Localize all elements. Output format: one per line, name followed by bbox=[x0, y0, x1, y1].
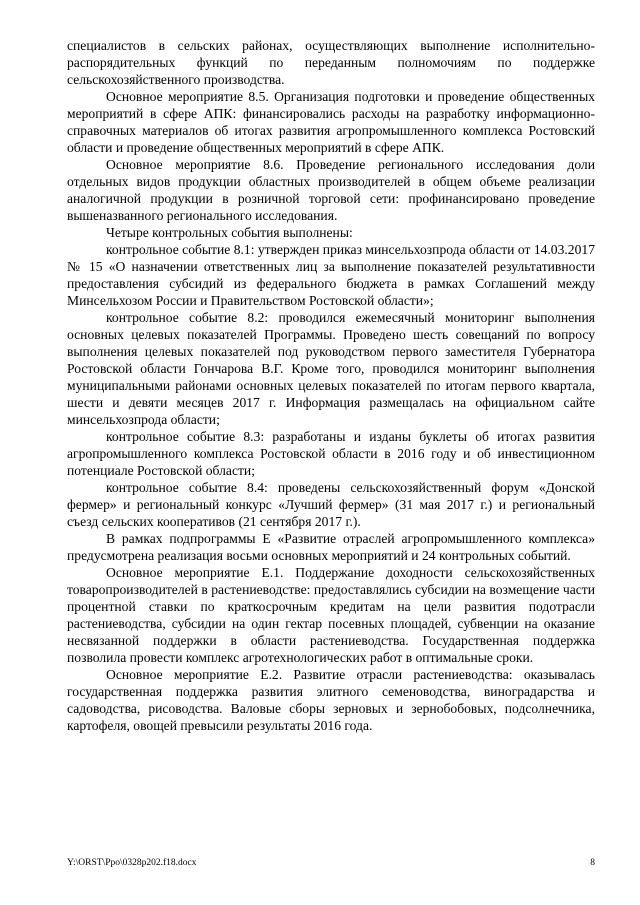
paragraph-measure-8-5: Основное мероприятие 8.5. Организация подготовки и проведение общественных мероприятий в сфере АПК: финансировались расходы на разработку информационно-справочных материалов об итогах развития агропромышленного комплекса Ростовский области и проведение общественных мероприятий в сфере АПК. bbox=[67, 89, 595, 155]
page-footer bbox=[67, 857, 595, 869]
document-body bbox=[67, 37, 595, 734]
paragraph-control-event-8-3: контрольное событие 8.3: разработаны и изданы буклеты об итогах развития агропромышленного комплекса Ростовской области в 2016 году и об инвестиционном потенциале Ростовской области; bbox=[67, 429, 595, 478]
paragraph-control-event-8-1: контрольное событие 8.1: утвержден приказ минсельхозпрода области от 14.03.2017 № 15 «О назначении ответственных лиц за выполнение показателей результативности предоставления субсидий из федерального бюджета в рамках Соглашений между Минсельхозом России и Правительством Ростовской области»; bbox=[67, 242, 595, 308]
footer-file-path: Y:\ORST\Ppo\0328p202.f18.docx bbox=[67, 858, 197, 868]
paragraph-control-event-8-4: контрольное событие 8.4: проведены сельскохозяйственный форум «Донской фермер» и региональный конкурс «Лучший фермер» (31 мая 2017 г.) и региональный съезд сельских кооперативов (21 сентября 2017 г.). bbox=[67, 480, 595, 529]
paragraph-control-event-8-2: контрольное событие 8.2: проводился ежемесячный мониторинг выполнения основных целевых показателей Программы. Проведено шесть совещаний по вопросу выполнения целевых показателей под руководством первого заместителя Губернатора Ростовской области Гончарова В.Г. Кроме того, проводился мониторинг выполнения муниципальными районами основных целевых показателей по итогам первого квартала, шести и девяти месяцев 2017 г. Информация размещалась на официальном сайте минсельхозпрода области; bbox=[67, 310, 595, 427]
paragraph-subprogram-e: В рамках подпрограммы Е «Развитие отраслей агропромышленного комплекса» предусмотрена реализация восьми основных мероприятий и 24 контрольных событий. bbox=[67, 531, 595, 563]
footer-page-number: 8 bbox=[590, 858, 595, 868]
paragraph-measure-e-2: Основное мероприятие Е.2. Развитие отрасли растениеводства: оказывалась государственная поддержка развития элитного семеноводства, виноградарства и садоводства, рисоводства. Валовые сборы зерновых и зернобобовых, подсолнечника, картофеля, овощей превысили результаты 2016 года. bbox=[67, 667, 595, 733]
paragraph-measure-e-1: Основное мероприятие Е.1. Поддержание доходности сельскохозяйственных товаропроизводителей в растениеводстве: предоставлялись субсидии на возмещение части процентной ставки по краткосрочным кредитам на цели развития подотрасли растениеводства, субсидии на один гектар посевных площадей, субвенции на оказание несвязанной поддержки в области растениеводства. Государственная поддержка позволила провести комплекс агротехнологических работ в оптимальные сроки. bbox=[67, 565, 595, 665]
paragraph-control-events-intro: Четыре контрольных события выполнены: bbox=[106, 225, 353, 240]
paragraph-measure-8-6: Основное мероприятие 8.6. Проведение регионального исследования доли отдельных видов продукции областных производителей в общем объеме реализации аналогичной продукции в розничной торговой сети: профинансировано проведение вышеназванного регионального исследования. bbox=[67, 157, 595, 223]
paragraph-continuation: специалистов в сельских районах, осуществляющих выполнение исполнительно-распорядительных функций по переданным полномочиям по поддержке сельскохозяйственного производства. bbox=[67, 38, 595, 87]
